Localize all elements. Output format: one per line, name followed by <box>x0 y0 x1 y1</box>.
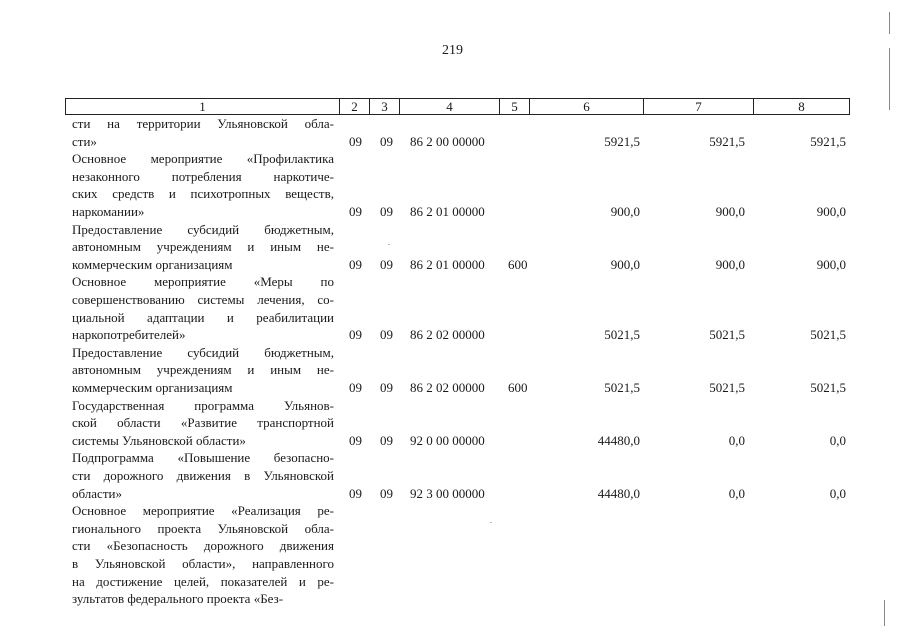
row-expense-type-code: 600 <box>508 380 528 395</box>
row-name-line: Государственная программа Ульянов- <box>72 397 334 413</box>
row-amount-year-2: 0,0 <box>728 485 745 501</box>
header-col-2: 2 <box>339 99 369 114</box>
row-name-line: зультатов федерального проекта «Без- <box>72 591 284 607</box>
row-name-line: сти дорожного движения в Ульяновской <box>72 468 334 483</box>
row-amount-year-1: 44480,0 <box>597 485 640 501</box>
row-amount-year-1: 900,0 <box>610 204 640 219</box>
row-amount-year-3: 5021,5 <box>810 327 846 343</box>
row-name-line: совершенствованию системы лечения, со- <box>72 292 334 307</box>
row-subsection-code: 09 <box>380 256 393 272</box>
row-section-code: 09 <box>349 432 362 448</box>
row-name-line: системы Ульяновской области» <box>72 432 246 448</box>
row-name-line: Предоставление субсидий бюджетным, <box>72 344 334 360</box>
row-amount-year-1: 900,0 <box>610 256 640 272</box>
row-name-line: незаконного потребления наркотиче- <box>72 168 334 184</box>
row-name-line: коммерческим организациям <box>72 380 233 395</box>
row-name-line: сти «Безопасность дорожного движения <box>72 538 334 554</box>
row-amount-year-3: 5921,5 <box>810 133 846 149</box>
row-amount-year-3: 0,0 <box>829 485 846 501</box>
row-name-line: ских средств и психотропных веществ, <box>72 186 334 202</box>
row-name-line: Основное мероприятие «Реализация ре- <box>72 503 334 519</box>
header-col-7: 7 <box>643 99 753 114</box>
row-name-line: сти» <box>72 133 97 149</box>
row-expense-type-code: 600 <box>508 256 528 272</box>
row-section-code: 09 <box>349 256 362 272</box>
row-name-line: коммерческим организациям <box>72 256 233 272</box>
header-col-8: 8 <box>753 99 850 114</box>
row-target-article-code: 86 2 02 00000 <box>410 327 485 343</box>
row-amount-year-1: 44480,0 <box>597 432 640 448</box>
row-section-code: 09 <box>349 133 362 149</box>
row-name-line: гионального проекта Ульяновской обла- <box>72 520 334 536</box>
row-target-article-code: 92 3 00 00000 <box>410 485 485 501</box>
row-amount-year-3: 900,0 <box>816 256 846 272</box>
row-name-line: области» <box>72 485 122 501</box>
scan-edge-mark-bottom <box>884 600 885 626</box>
scan-edge-mark-middle <box>889 48 890 110</box>
scan-speck <box>388 244 390 245</box>
row-amount-year-3: 5021,5 <box>810 380 846 395</box>
row-name-line: на достижение целей, показателей и ре- <box>72 573 334 589</box>
row-subsection-code: 09 <box>380 485 393 501</box>
row-amount-year-3: 0,0 <box>829 432 846 448</box>
scan-speck <box>490 522 492 523</box>
row-name-line: автономным учреждениям и иным не- <box>72 239 334 255</box>
header-col-5: 5 <box>499 99 529 114</box>
row-section-code: 09 <box>349 380 362 395</box>
header-col-6: 6 <box>529 99 643 114</box>
scan-edge-mark-top <box>889 12 890 34</box>
row-target-article-code: 86 2 01 00000 <box>410 204 485 219</box>
row-amount-year-3: 900,0 <box>816 204 846 219</box>
row-subsection-code: 09 <box>380 133 393 149</box>
row-amount-year-2: 5021,5 <box>709 380 745 395</box>
row-target-article-code: 92 0 00 00000 <box>410 432 485 448</box>
row-name-line: циальной адаптации и реабилитации <box>72 309 334 325</box>
row-section-code: 09 <box>349 204 362 219</box>
header-col-3: 3 <box>369 99 399 114</box>
row-amount-year-2: 0,0 <box>728 432 745 448</box>
row-name-line: автономным учреждениям и иным не- <box>72 362 334 378</box>
header-col-4: 4 <box>399 99 499 114</box>
row-name-line: Подпрограмма «Повышение безопасно- <box>72 450 334 466</box>
row-subsection-code: 09 <box>380 327 393 343</box>
row-name-line: сти на территории Ульяновской обла- <box>72 116 334 131</box>
row-name-line: Предоставление субсидий бюджетным, <box>72 221 334 237</box>
row-name-line: наркопотребителей» <box>72 327 186 343</box>
row-target-article-code: 86 2 00 00000 <box>410 133 485 149</box>
row-section-code: 09 <box>349 327 362 343</box>
header-col-1: 1 <box>65 99 339 114</box>
row-subsection-code: 09 <box>380 432 393 448</box>
row-name-line: наркомании» <box>72 204 145 219</box>
row-amount-year-1: 5921,5 <box>604 133 640 149</box>
row-target-article-code: 86 2 01 00000 <box>410 256 485 272</box>
row-subsection-code: 09 <box>380 204 393 219</box>
row-name-line: в Ульяновской области», направленного <box>72 556 334 571</box>
row-amount-year-2: 5921,5 <box>709 133 745 149</box>
table-header <box>65 98 850 115</box>
page-number: 219 <box>442 43 463 58</box>
row-name-line: Основное мероприятие «Профилактика <box>72 151 334 167</box>
row-amount-year-2: 5021,5 <box>709 327 745 343</box>
row-amount-year-2: 900,0 <box>715 204 745 219</box>
row-amount-year-2: 900,0 <box>715 256 745 272</box>
row-subsection-code: 09 <box>380 380 393 395</box>
row-name-line: Основное мероприятие «Меры по <box>72 274 334 290</box>
row-amount-year-1: 5021,5 <box>604 380 640 395</box>
row-target-article-code: 86 2 02 00000 <box>410 380 485 395</box>
row-amount-year-1: 5021,5 <box>604 327 640 343</box>
row-section-code: 09 <box>349 485 362 501</box>
row-name-line: ской области «Развитие транспортной <box>72 415 334 431</box>
